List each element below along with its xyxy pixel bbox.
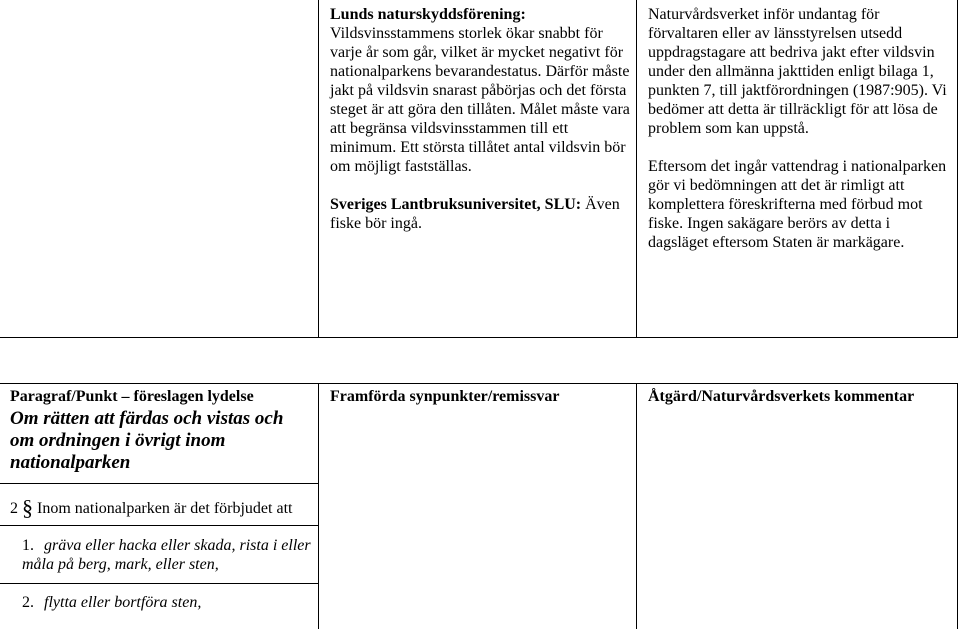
table-border bbox=[318, 0, 319, 338]
regulations-table bbox=[0, 383, 960, 629]
table-border bbox=[957, 383, 958, 629]
response-text: Eftersom det ingår vattendrag i nationalparken gör vi bedömningen att det är rimligt att komplettera föreskrifterna med förbud mot fiske. Ingen sakägare berörs av detta i dagsläget eftersom Staten är markägare. bbox=[648, 158, 947, 251]
table-border bbox=[636, 0, 637, 338]
column-header-response: Åtgärd/Naturvårdsverkets kommentar bbox=[648, 388, 915, 405]
comment-text: Vildsvinsstammens storlek ökar snabbt för varje år som går, vilket är mycket negativt för nationalparkens bevarandestatus. Därför måste jakt på vildsvin snarast påbörjas och det första steget är att göra den tillåten. Målet måste vara att begränsa vildsvinsstammen till ett minimum. Ett största tillåtet antal vildsvin bör om möjligt fastställas. bbox=[330, 25, 630, 175]
item-text: gräva eller hacka eller skada, rista i eller måla på berg, mark, eller sten, bbox=[22, 537, 311, 573]
item-number: 1. bbox=[22, 537, 34, 554]
paragraph-2 bbox=[10, 495, 292, 521]
comment-slu bbox=[330, 195, 630, 233]
table-border bbox=[0, 483, 318, 484]
item-number: 2. bbox=[22, 594, 34, 611]
list-item bbox=[22, 536, 312, 574]
table-border bbox=[957, 0, 958, 338]
column-header-paragraph: Paragraf/Punkt – föreslagen lydelse bbox=[10, 388, 254, 405]
paragraph-number: 2 bbox=[10, 500, 18, 517]
comment-text: Även fiske bör ingå. bbox=[330, 196, 620, 232]
list-item bbox=[22, 594, 201, 612]
commenter-name: Sveriges Lantbruksuniversitet, SLU: bbox=[330, 196, 582, 213]
paragraph-sign: § bbox=[22, 495, 33, 520]
table-border bbox=[318, 383, 319, 629]
column-header-comments: Framförda synpunkter/remissvar bbox=[330, 388, 560, 405]
table-border bbox=[0, 337, 958, 338]
agency-response-cell bbox=[648, 5, 948, 252]
comment-lunds-naturskyddsforening bbox=[330, 5, 630, 176]
commenter-name: Lunds naturskyddsförening: bbox=[330, 6, 526, 23]
section-title: Om rätten att färdas och vistas och om ordningen i övrigt inom nationalparken bbox=[10, 408, 284, 473]
paragraph-text: Inom nationalparken är det förbjudet att bbox=[37, 500, 293, 517]
remiss-comments-cell bbox=[330, 5, 630, 233]
response-text: Naturvårdsverket inför undantag för förvaltaren eller av länsstyrelsen utsedd uppdragstagare att bedriva jakt efter vildsvin under den allmänna jakttiden enligt bilaga 1, punkten 7, till jaktförordningen (1987:905). Vi bedömer att detta är tillräckligt för att lösa de problem som kan uppstå. bbox=[648, 6, 947, 137]
table-border bbox=[636, 383, 637, 629]
table-border bbox=[0, 383, 958, 384]
table-border bbox=[0, 583, 318, 584]
item-text: flytta eller bortföra sten, bbox=[44, 594, 202, 611]
table-border bbox=[0, 525, 318, 526]
